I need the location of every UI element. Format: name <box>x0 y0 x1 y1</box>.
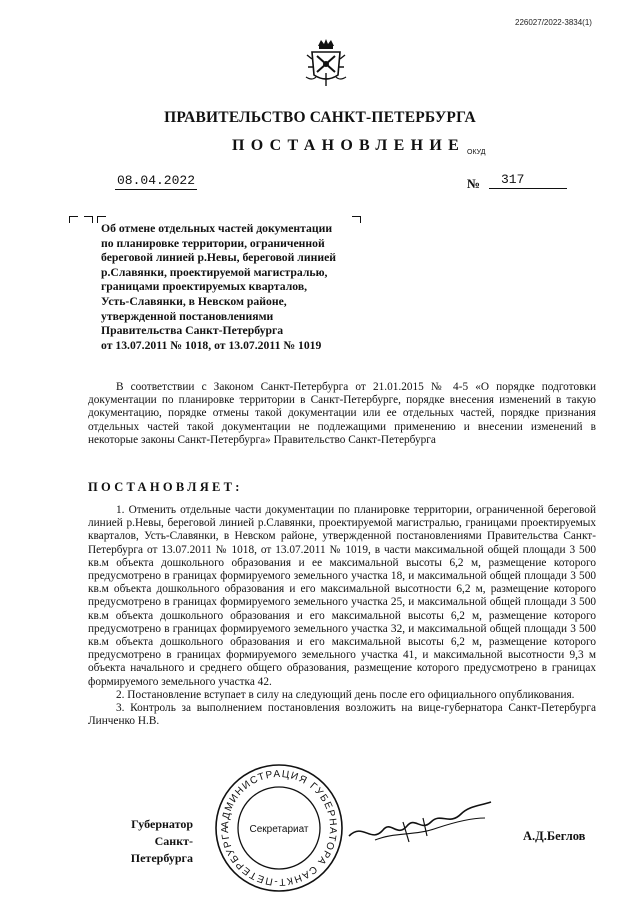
handwritten-signature <box>345 792 495 852</box>
preamble <box>88 381 596 447</box>
title-line: утвержденной постановлениями <box>101 309 274 323</box>
document-date: 08.04.2022 <box>117 173 196 188</box>
resolution-item: 1. Отменить отдельные части документации по планировке территории, ограниченной береговой линией р.Невы, береговой линией р.Славянки, проектируемой магистралью, границами проектируемых кварталов, Усть-Славянки, в Невском районе, утвержденной постановлениями Правительства Санкт-Петербурга от 13.07.2011 № 1018, от 13.07.2011 № 1019, в части максимальной общей площади 3 500 кв.м объекта дошкольного образования и ее максимальной высоты 6,2 м, размещение которого предусмотрено в границах формируемого земельного участка 18, и максимальной общей площади 3 500 кв.м объекта дошкольного образования и его максимальной высотности 6,2 м, размещение которого предусмотрено в границах формируемого земельного участка 25, и максимальной общей площади 3 500 кв.м объекта дошкольного образования и его максимальной высоты 6,2 м, размещение которого предусмотрено в границах формируемого земельного участка 32, и максимальной общей площади 3 500 кв.м объекта дошкольного образования и его максимальной высоты 6,2 м, размещение которого предусмотрено в границах формируемого земельного участка 41, и максимальной высотности 9,3 м объекта начального и среднего общего образования, размещение которого предусмотрено в границах формируемого земельного участка 42. <box>88 504 596 688</box>
document-number: 317 <box>489 172 567 189</box>
resolution-items <box>88 504 596 728</box>
resolution-item: 3. Контроль за выполнением постановления возложить на вице-губернатора Санкт-Петербурга Линченко Н.В. <box>88 702 596 728</box>
title-line: границами проектируемых кварталов, <box>101 280 308 294</box>
stamp-outer-text: АДМИНИСТРАЦИЯ ГУБЕРНАТОРА САНКТ-ПЕТЕРБУРГА <box>219 768 339 888</box>
signatory-position-line: Губернатор <box>131 817 193 831</box>
preamble-text: В соответствии с Законом Санкт-Петербурга от 21.01.2015 № 4-5 «О порядке подготовки документации по планировке территории в Санкт-Петербурге, порядке внесения изменений в такую документацию, порядке отмены такой документации или ее отдельных частей, порядке признания отдельных частей такой документации не подлежащими применению и внесении изменений в некоторые законы Санкт-Петербурга» Правительство Санкт-Петербурга <box>88 381 596 446</box>
title-line: р.Славянки, проектируемой магистралью, <box>101 265 328 279</box>
stamp-center-text: Секретариат <box>249 824 309 835</box>
title-line: береговой линией р.Невы, береговой линией <box>101 251 336 265</box>
document-title <box>101 222 361 353</box>
signatory-position <box>93 816 193 867</box>
title-line: от 13.07.2011 № 1018, от 13.07.2011 № 1019 <box>101 338 322 352</box>
number-label: № <box>467 176 481 191</box>
official-stamp <box>213 762 345 894</box>
corner-mark-mid-left <box>84 216 93 223</box>
title-line: Об отмене отдельных частей документации <box>101 222 333 235</box>
resolves-heading: ПОСТАНОВЛЯЕТ: <box>88 480 243 494</box>
title-line: Усть-Славянки, в Невском районе, <box>101 294 287 308</box>
resolution-item: 2. Постановление вступает в силу на следующий день после его официального опубликования. <box>116 688 575 701</box>
corner-mark-left <box>69 216 78 223</box>
title-line: по планировке территории, ограниченной <box>101 236 325 250</box>
government-heading: ПРАВИТЕЛЬСТВО САНКТ-ПЕТЕРБУРГА <box>164 109 476 126</box>
okud-label: ОКУД <box>467 149 486 156</box>
registration-number: 226027/2022-3834(1) <box>515 18 592 27</box>
document-type: ПОСТАНОВЛЕНИЕ <box>232 137 466 154</box>
coat-of-arms-icon <box>304 37 348 87</box>
signatory-position-line: Санкт-Петербурга <box>130 834 193 865</box>
signatory-name: А.Д.Беглов <box>523 829 586 843</box>
title-line: Правительства Санкт-Петербурга <box>101 324 284 338</box>
